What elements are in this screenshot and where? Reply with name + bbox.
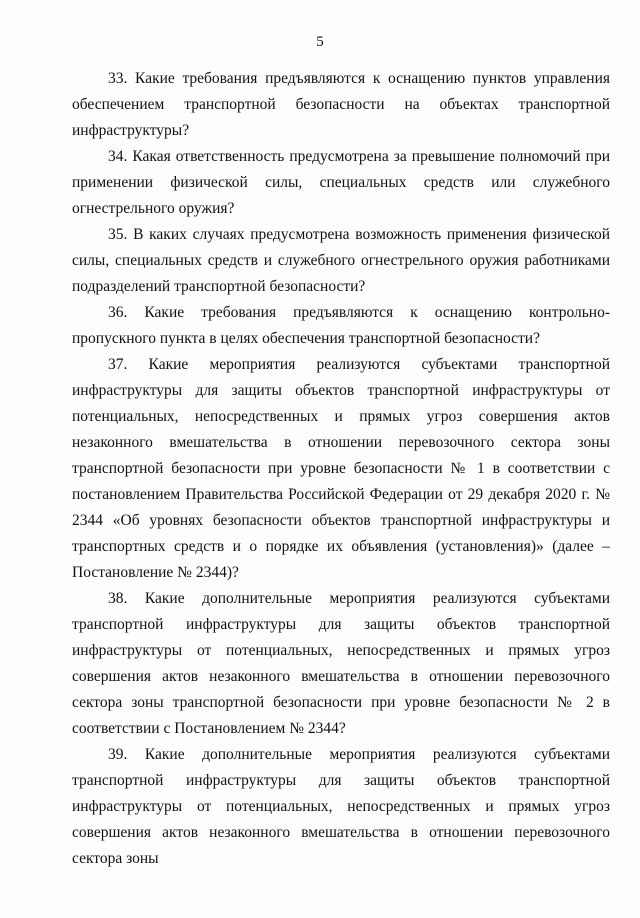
document-body: [72, 66, 610, 872]
page-number: 5: [316, 34, 324, 50]
question-36: 36. Какие требования предъявляются к оснащению контрольно-пропускного пункта в целях обеспечения транспортной безопасности?: [72, 304, 610, 347]
question-38: 38. Какие дополнительные мероприятия реализуются субъектами транспортной инфраструктуры для защиты объектов транспортной инфраструктуры от потенциальных, непосредственных и прямых угроз совершения актов незаконного вмешательства в отношении перевозочного сектора зоны транспортной безопасности при уровне безопасности № 2 в соответствии с Постановлением № 2344?: [72, 590, 610, 737]
question-34: 34. Какая ответственность предусмотрена за превышение полномочий при применении физической силы, специальных средств или служебного огнестрельного оружия?: [72, 148, 610, 217]
question-35: 35. В каких случаях предусмотрена возможность применения физической силы, специальных средств и служебного огнестрельного оружия работниками подразделений транспортной безопасности?: [72, 226, 610, 295]
question-39: 39. Какие дополнительные мероприятия реализуются субъектами транспортной инфраструктуры для защиты объектов транспортной инфраструктуры от потенциальных, непосредственных и прямых угроз совершения актов незаконного вмешательства в отношении перевозочного сектора зоны: [72, 746, 610, 867]
question-33: 33. Какие требования предъявляются к оснащению пунктов управления обеспечением транспортной безопасности на объектах транспортной инфраструктуры?: [72, 70, 610, 139]
question-37: 37. Какие мероприятия реализуются субъектами транспортной инфраструктуры для защиты объектов транспортной инфраструктуры от потенциальных, непосредственных и прямых угроз совершения актов незаконного вмешательства в отношении перевозочного сектора зоны транспортной безопасности при уровне безопасности № 1 в соответствии с постановлением Правительства Российской Федерации от 29 декабря 2020 г. № 2344 «Об уровнях безопасности объектов транспортной инфраструктуры и транспортных средств и о порядке их объявления (установления)» (далее – Постановление № 2344)?: [72, 356, 610, 581]
